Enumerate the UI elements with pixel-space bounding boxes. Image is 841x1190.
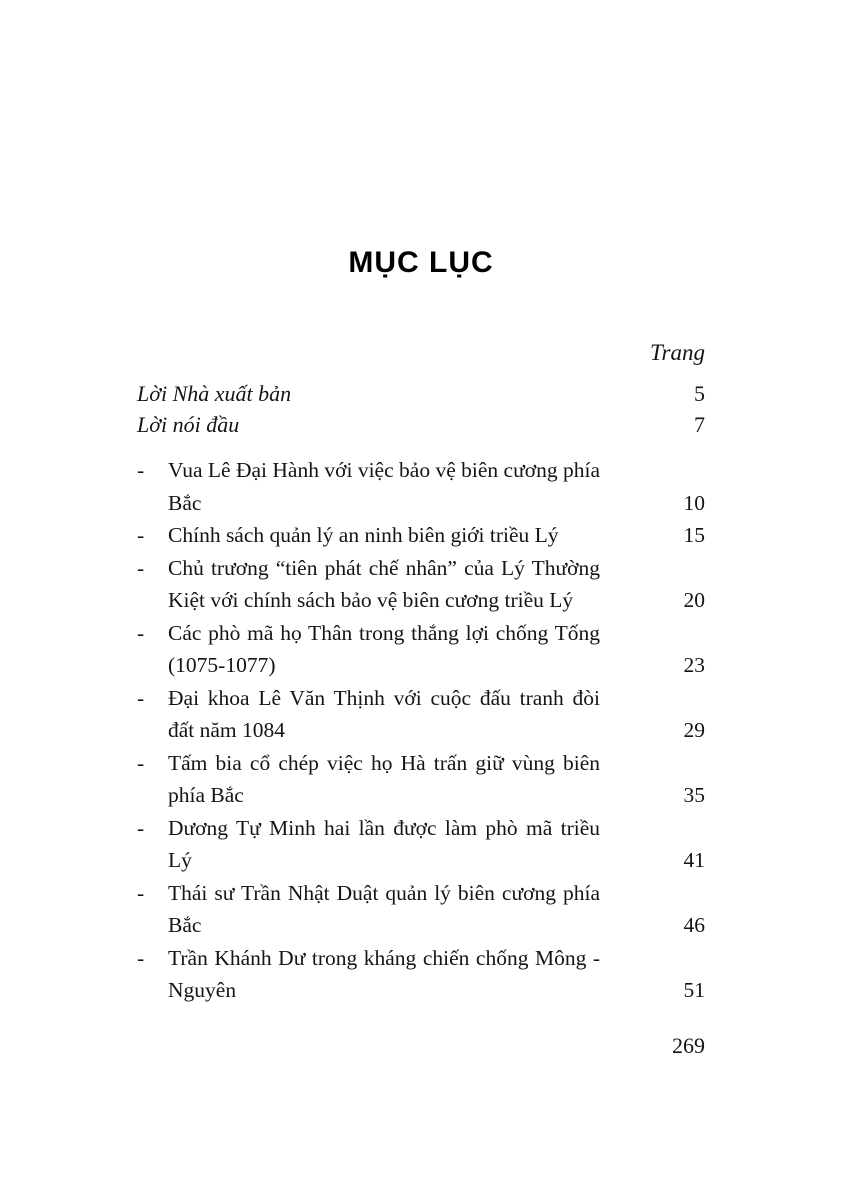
- front-matter-item: [137, 409, 705, 440]
- toc-item-title: Vua Lê Đại Hành với việc bảo vệ biên cương phía Bắc: [168, 458, 600, 515]
- toc-item-page: 10: [683, 490, 705, 515]
- dash-marker: -: [137, 555, 145, 580]
- toc-item: [137, 454, 705, 519]
- toc-item-title: Trần Khánh Dư trong kháng chiến chống Mông - Nguyên: [168, 945, 600, 1002]
- toc-item: [137, 877, 705, 942]
- toc-item-title: Dương Tự Minh hai lần được làm phò mã triều Lý: [168, 815, 600, 872]
- toc-item-page: 23: [683, 653, 705, 677]
- toc-item-page: 35: [683, 783, 705, 807]
- front-matter-title: Lời Nhà xuất bản: [137, 381, 292, 406]
- toc-item-title: Chủ trương “tiên phát chế nhân” của Lý Thường Kiệt với chính sách bảo vệ biên cương triều Lý: [168, 555, 600, 612]
- toc-content: [137, 0, 705, 1059]
- toc-item-page: 29: [683, 718, 705, 742]
- dash-marker: -: [137, 750, 145, 775]
- dash-marker: -: [137, 685, 145, 710]
- dash-marker: -: [137, 523, 145, 547]
- page-title: MỤC LỤC: [348, 246, 494, 279]
- dash-marker: -: [137, 620, 145, 645]
- toc-item: [137, 552, 705, 617]
- toc-item-title: Chính sách quản lý an ninh biên giới triều Lý: [168, 523, 559, 547]
- front-matter-title: Lời nói đầu: [137, 412, 240, 437]
- page-column-header: Trang: [650, 340, 705, 365]
- toc-item-page: 15: [683, 523, 705, 547]
- toc-item: [137, 942, 705, 1007]
- dash-marker: -: [137, 815, 145, 840]
- toc-item-title: Tấm bia cổ chép việc họ Hà trấn giữ vùng biên phía Bắc: [168, 750, 600, 807]
- dash-marker: -: [137, 880, 145, 905]
- toc-item-title: Đại khoa Lê Văn Thịnh với cuộc đấu tranh đòi đất năm 1084: [168, 685, 600, 742]
- toc-item: [137, 682, 705, 747]
- dash-marker: -: [137, 945, 145, 970]
- toc-item-title: Thái sư Trần Nhật Duật quản lý biên cương phía Bắc: [168, 880, 600, 937]
- toc-list: [137, 454, 705, 1007]
- front-matter-page: 7: [694, 412, 705, 437]
- toc-item-title: Các phò mã họ Thân trong thắng lợi chống Tống (1075-1077): [168, 620, 600, 677]
- dash-marker: -: [137, 458, 145, 482]
- toc-item-page: 20: [683, 588, 705, 612]
- front-matter-list: [137, 378, 705, 440]
- toc-item: [137, 519, 705, 552]
- toc-item: [137, 747, 705, 812]
- toc-item: [137, 812, 705, 877]
- toc-item-page: 51: [683, 978, 705, 1002]
- front-matter-item: [137, 378, 705, 409]
- page-number: 269: [672, 1032, 705, 1058]
- toc-item: [137, 617, 705, 682]
- toc-item-page: 46: [683, 913, 705, 937]
- toc-item-page: 41: [683, 848, 705, 872]
- front-matter-page: 5: [694, 381, 705, 406]
